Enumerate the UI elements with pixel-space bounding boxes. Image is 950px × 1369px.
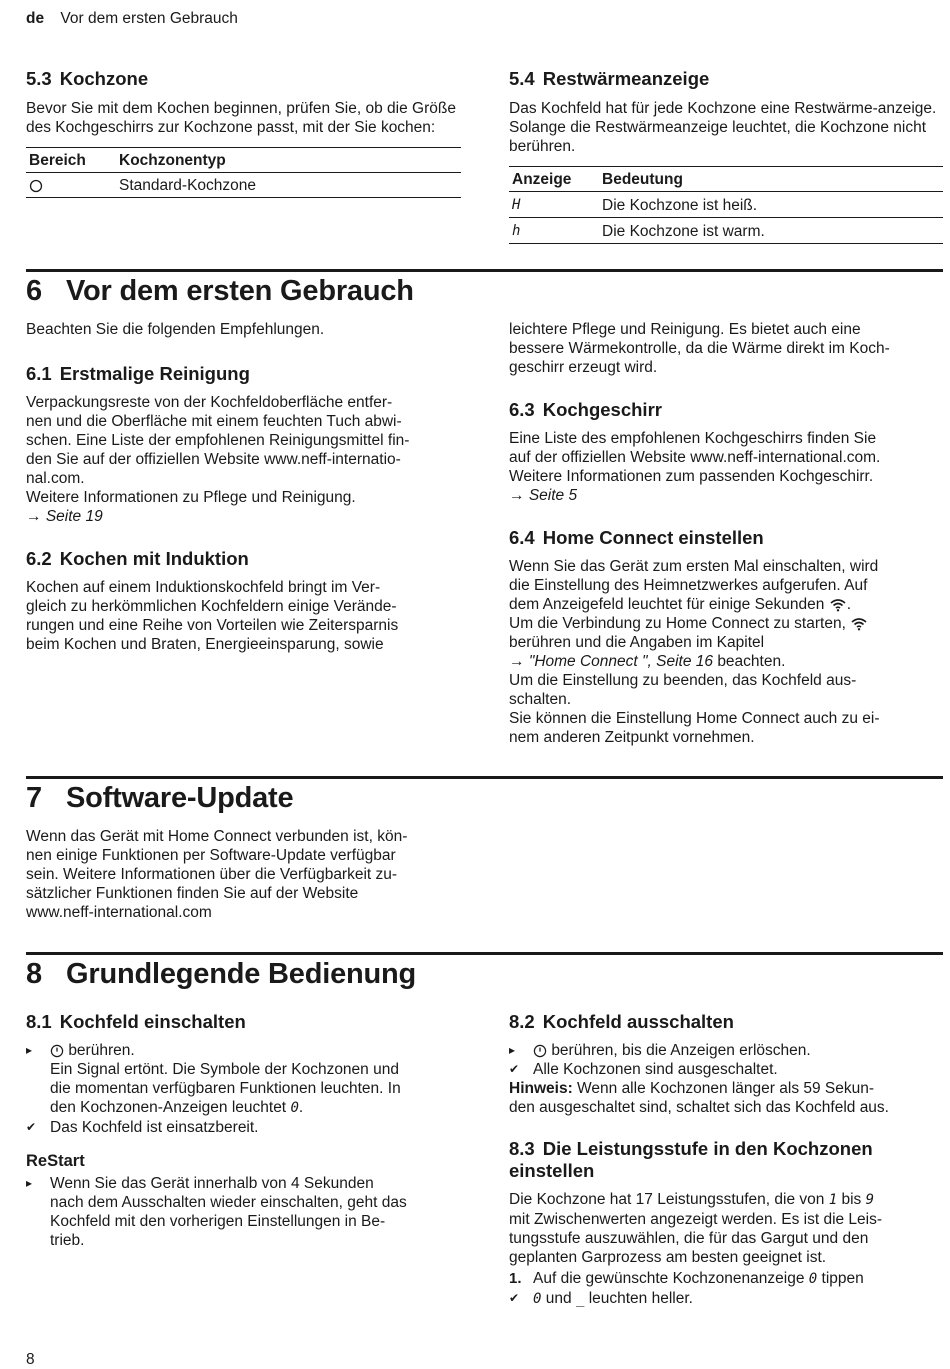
text-line: Kochen auf einem Induktionskochfeld bringt im Ver- (26, 579, 381, 596)
section-8-3-body (509, 1190, 945, 1309)
section-title: Restwärmeanzeige (542, 68, 710, 89)
section-8-3-heading (509, 1138, 945, 1182)
text-span: den Kochzonen-Anzeigen leuchtet (50, 1099, 287, 1116)
section-title: einstellen (509, 1160, 595, 1181)
section-6-2-heading (26, 548, 466, 570)
section-6-1-heading (26, 363, 466, 385)
cross-reference[interactable] (509, 652, 943, 671)
text-span: tippen (821, 1270, 864, 1287)
reference-text: Seite 5 (528, 487, 578, 504)
table-header-row (26, 148, 461, 173)
chapter-6-left-column (26, 320, 466, 654)
table-header-row (509, 167, 943, 192)
text-line: Um die Einstellung zu beenden, das Kochfeld aus- (509, 672, 857, 689)
chapter-8-left-column (26, 1011, 466, 1250)
arrow-right-icon: → (509, 487, 525, 504)
wifi-icon (829, 598, 847, 612)
text-span: Auf die gewünschte Kochzonenanzeige (533, 1270, 805, 1287)
section-number: 8.3 (509, 1138, 535, 1159)
section-title: Kochgeschirr (542, 399, 662, 420)
section-title: Home Connect einstellen (542, 527, 764, 548)
table-row (26, 173, 461, 198)
switch-on-steps (26, 1041, 466, 1137)
table-cell: Die Kochzone ist heiß. (599, 192, 943, 218)
chapter-title: Vor dem ersten Gebrauch (66, 275, 414, 307)
text-line: den ausgeschaltet sind, schaltet sich das Kochfeld aus. (509, 1099, 889, 1116)
section-6-3-body (509, 429, 943, 505)
table-cell (26, 173, 116, 198)
section-number: 5.3 (26, 68, 52, 89)
chapter-divider (26, 269, 943, 272)
restart-steps (26, 1174, 466, 1250)
text-line: schalten. (509, 691, 572, 708)
text-span: Alle Kochzonen sind ausgeschaltet. (533, 1061, 778, 1078)
segment-display-0: 0 (290, 1100, 299, 1116)
section-title: Erstmalige Reinigung (59, 363, 250, 384)
table-header: Kochzonentyp (116, 148, 461, 173)
section-6-2-body (26, 578, 466, 654)
text-line: dem Anzeigefeld leuchtet für einige Sekunden . (509, 596, 852, 613)
text-line: rungen und eine Reihe von Vorteilen wie Zeitersparnis (26, 617, 399, 634)
text-line: geschirr erzeugt wird. (509, 359, 658, 376)
text-line: gleich zu herkömmlichen Kochfeldern einige Verände- (26, 598, 397, 615)
section-5-4-intro: Das Kochfeld hat für jede Kochzone eine Restwärme-anzeige. Solange die Restwärmeanzeige leuchtet, die Kochzone nicht berühren. (509, 100, 937, 155)
section-6-3-heading (509, 399, 943, 421)
checkmark-icon: ✔ (26, 1120, 37, 1134)
segment-display-1: 1 (828, 1192, 838, 1208)
list-item (509, 1041, 945, 1060)
text-span: dem Anzeigefeld leuchtet für einige Sekunden (509, 596, 825, 613)
text-span: Um die Verbindung zu Home Connect zu starten, (509, 615, 846, 632)
text-line: nem anderen Zeitpunkt vornehmen. (509, 729, 755, 746)
section-number: 6.4 (509, 527, 535, 548)
arrow-right-icon: → (26, 508, 42, 525)
text-line: Sie können die Einstellung Home Connect auch zu ei- (509, 710, 880, 727)
text-line: leichtere Pflege und Reinigung. Es bietet auch eine (509, 321, 861, 338)
section-number: 5.4 (509, 68, 535, 89)
segment-display-H: H (512, 197, 521, 213)
text-line: nach dem Ausschalten wieder einschalten, geht das (50, 1194, 407, 1211)
restart-heading: ReStart (26, 1152, 85, 1170)
power-button-icon (50, 1044, 64, 1058)
text-line (509, 1190, 945, 1210)
arrow-right-icon: → (509, 653, 525, 670)
text-line: den Kochzonen-Anzeigen leuchtet 0. (50, 1099, 304, 1116)
step-triangle-icon: ▸ (509, 1043, 516, 1057)
section-8-2-heading (509, 1011, 945, 1033)
section-title: Kochfeld einschalten (59, 1011, 246, 1032)
text-line: die Einstellung des Heimnetzwerkes aufgerufen. Auf (509, 577, 868, 594)
text-line: trieb. (50, 1232, 85, 1249)
text-line: den Sie auf der offiziellen Website www.neff-internatio- (26, 451, 401, 468)
chapter-title: Grundlegende Bedienung (66, 958, 417, 990)
table-header: Bedeutung (599, 167, 943, 192)
section-number: 6.3 (509, 399, 535, 420)
header-lang: de (26, 10, 45, 27)
segment-display-0: 0 (808, 1271, 818, 1287)
section-number: 6.1 (26, 363, 52, 384)
power-level-steps (509, 1269, 945, 1309)
text-span: Das Kochfeld ist einsatzbereit. (50, 1119, 259, 1136)
text-line: die momentan verfügbaren Funktionen leuchten. In (50, 1080, 401, 1097)
page-number: 8 (26, 1351, 35, 1368)
list-item (509, 1060, 945, 1079)
text-line: geplanten Garprozess am besten geeignet ist. (509, 1249, 827, 1266)
table-cell (509, 218, 599, 244)
note-line (509, 1079, 945, 1098)
chapter-number: 6 (26, 275, 42, 307)
power-button-icon (533, 1044, 547, 1058)
chapter-6-right-column (509, 320, 943, 747)
text-line: sein. Weitere Informationen über die Verfügbarkeit zu- (26, 866, 398, 883)
text-line: Wenn das Gerät mit Home Connect verbunden ist, kön- (26, 828, 408, 845)
segment-display-underscore: _ (575, 1291, 585, 1307)
text-span: Wenn alle Kochzonen länger als 59 Sekun- (577, 1080, 875, 1097)
text-line: beim Kochen und Braten, Energieeinsparung, sowie (26, 636, 384, 653)
text-line: bessere Wärmekontrolle, da die Wärme direkt im Koch- (509, 340, 890, 357)
chapter-number: 7 (26, 782, 42, 814)
text-line: auf der offiziellen Website www.neff-international.com. (509, 449, 881, 466)
text-line: Verpackungsreste von der Kochfeldoberfläche entfer- (26, 394, 393, 411)
checkmark-icon: ✔ (509, 1291, 520, 1305)
text-line: mit Zwischenwerten angezeigt werden. Es ist die Leis- (509, 1211, 883, 1228)
switch-off-steps (509, 1041, 945, 1079)
segment-display-9: 9 (865, 1192, 875, 1208)
residual-heat-table (509, 166, 943, 244)
chapter-title: Software-Update (66, 782, 294, 814)
chapter-6-intro: Beachten Sie die folgenden Empfehlungen. (26, 321, 325, 338)
text-span: berühren, bis die Anzeigen erlöschen. (551, 1042, 811, 1059)
chapter-7-heading (26, 781, 293, 815)
list-item (26, 1118, 466, 1137)
checkmark-icon: ✔ (509, 1062, 520, 1076)
chapter-8-heading (26, 957, 416, 991)
table-cell: Standard-Kochzone (116, 173, 461, 198)
text-line: Kochfeld mit den vorherigen Einstellungen in Be- (50, 1213, 386, 1230)
section-title: Kochzone (59, 68, 149, 89)
section-number: 8.1 (26, 1011, 52, 1032)
step-triangle-icon: ▸ (26, 1043, 33, 1057)
text-line: Eine Liste des empfohlenen Kochgeschirrs finden Sie (509, 430, 877, 447)
text-span: berühren. (68, 1042, 135, 1059)
list-item (509, 1289, 945, 1309)
chapter-6-heading (26, 274, 414, 308)
section-number: 6.2 (26, 548, 52, 569)
step-number: 1. (509, 1270, 522, 1287)
table-cell (509, 192, 599, 218)
text-span: und (545, 1290, 572, 1307)
section-5-4-heading (509, 68, 943, 90)
section-number: 8.2 (509, 1011, 535, 1032)
standard-zone-circle-icon (29, 179, 43, 193)
text-span: leuchten heller. (588, 1290, 693, 1307)
section-6-1-body (26, 393, 466, 526)
text-line: nen und die Oberfläche mit einem feuchten Tuch abwi- (26, 413, 402, 430)
chapter-8-right-column (509, 1011, 945, 1309)
text-line: Ein Signal ertönt. Die Symbole der Kochzonen und (50, 1061, 399, 1078)
cross-reference[interactable] (509, 486, 943, 505)
note-label: Hinweis: (509, 1080, 573, 1097)
step-triangle-icon: ▸ (26, 1176, 33, 1190)
text-line: Wenn Sie das Gerät innerhalb von 4 Sekunden (50, 1175, 374, 1192)
section-5-4 (509, 68, 943, 244)
text-line: Weitere Informationen zu Pflege und Reinigung. (26, 489, 356, 506)
list-item (26, 1174, 466, 1250)
table-header: Bereich (26, 148, 116, 173)
reference-text: Seite 19 (45, 508, 103, 525)
zone-type-table (26, 147, 461, 198)
section-5-3 (26, 68, 461, 198)
chapter-number: 8 (26, 958, 42, 990)
section-5-3-intro: Bevor Sie mit dem Kochen beginnen, prüfen Sie, ob die Größe des Kochgeschirrs zur Kochzone passt, mit der Sie kochen: (26, 100, 456, 136)
text-line: berühren und die Angaben im Kapitel (509, 634, 765, 651)
text-line: nal.com. (26, 470, 85, 487)
text-line: schen. Eine Liste der empfohlenen Reinigungsmittel fin- (26, 432, 410, 449)
section-title: Kochen mit Induktion (59, 548, 249, 569)
table-row (509, 192, 943, 218)
text-line (509, 614, 943, 633)
text-line: Weitere Informationen zum passenden Kochgeschirr. (509, 468, 874, 485)
table-header: Anzeige (509, 167, 599, 192)
segment-display-0: 0 (533, 1291, 542, 1307)
table-cell: Die Kochzone ist warm. (599, 218, 943, 244)
list-item (509, 1269, 945, 1289)
section-6-4-heading (509, 527, 943, 549)
section-5-3-heading (26, 68, 461, 90)
section-8-1-heading (26, 1011, 466, 1033)
chapter-divider (26, 952, 943, 955)
cross-reference[interactable] (26, 507, 466, 526)
text-span: beachten. (717, 653, 786, 670)
wifi-icon (850, 617, 868, 631)
running-header (26, 9, 238, 28)
text-line: www.neff-international.com (26, 904, 212, 921)
section-title: Die Leistungsstufe in den Kochzonen (542, 1138, 873, 1159)
reference-text: "Home Connect ", Seite 16 (528, 653, 713, 670)
table-row (509, 218, 943, 244)
text-span: bis (841, 1191, 862, 1208)
text-line: nen einige Funktionen per Software-Update verfügbar (26, 847, 396, 864)
section-6-2-continued (509, 320, 943, 377)
segment-display-h: h (512, 223, 521, 239)
chapter-7-body (26, 827, 466, 922)
header-title: Vor dem ersten Gebrauch (60, 10, 238, 27)
text-span: Die Kochzone hat 17 Leistungsstufen, die von (509, 1191, 825, 1208)
text-line: sätzlicher Funktionen finden Sie auf der Website (26, 885, 359, 902)
chapter-divider (26, 776, 943, 779)
text-line: Wenn Sie das Gerät zum ersten Mal einschalten, wird (509, 558, 879, 575)
section-title: Kochfeld ausschalten (542, 1011, 734, 1032)
section-6-4-body (509, 557, 943, 747)
text-line: tungsstufe auszuwählen, die für das Gargut und den (509, 1230, 869, 1247)
list-item (26, 1041, 466, 1118)
